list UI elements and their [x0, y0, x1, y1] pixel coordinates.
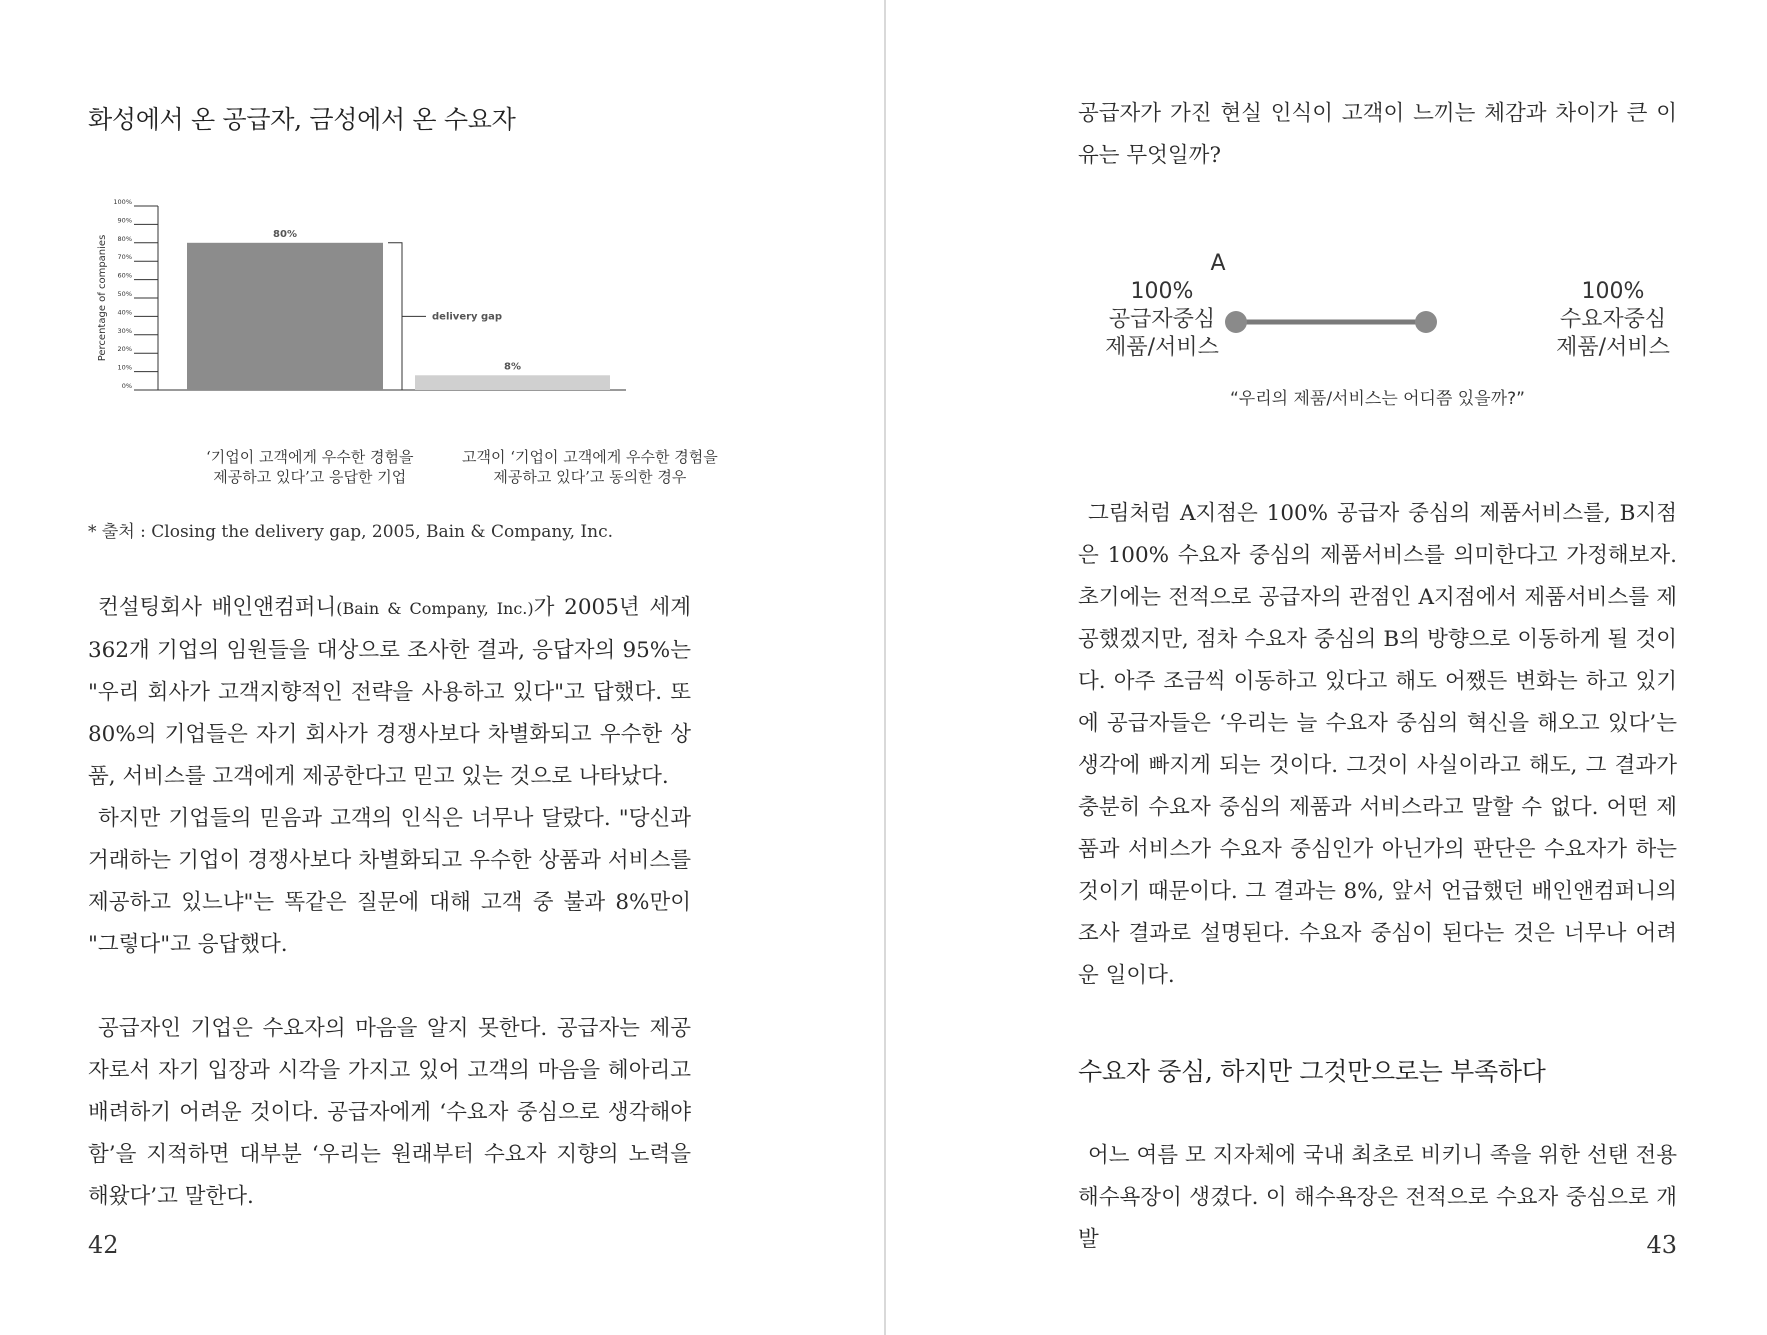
left-p1-part-a: 컨설팅회사 배인앤컴퍼니 [98, 595, 337, 620]
chart-y-tick-label: 10% [117, 363, 132, 372]
section-heading: 화성에서 온 공급자, 금성에서 온 수요자 [88, 105, 516, 134]
spectrum-question: “우리의 제품/서비스는 어디쯤 있을까?” [1230, 389, 1525, 409]
spectrum-right-label [1533, 278, 1693, 362]
chart-y-axis-title: Percentage of companies [97, 234, 108, 362]
left-p1-part-c: 가 2005년 세계 362개 기업의 임원들을 대상으로 조사한 결과, 응답자의 95%는 "우리 회사가 고객지향적인 전략을 사용하고 있다"고 답했다. 또 80%의 기업들은 자기 회사가 경쟁사보다 차별화되고 우수한 상품, 서비스를 고객에게 제공한다고 믿고 있는 것으로 나타났다. [88, 595, 691, 789]
spectrum-left-endpoint [1225, 311, 1247, 333]
spectrum-right-endpoint [1415, 311, 1437, 333]
chart-bar-value-label: 80% [273, 228, 297, 240]
chart-caption-companies [206, 447, 413, 487]
chart-source-note: * 출처 : Closing the delivery gap, 2005, Bain & Company, Inc. [88, 522, 614, 542]
chart-caption-customers-line2: 제공하고 있다’고 동의한 경우 [493, 468, 687, 486]
chart-y-tick-label: 30% [117, 326, 132, 335]
right-paragraph-1: 그림처럼 A지점은 100% 공급자 중심의 제품서비스를, B지점은 100% 수요자 중심의 제품서비스를 의미한다고 가정해보자. 초기에는 전적으로 공급자의 관점인 A지점에서 제품서비스를 제공했겠지만, 점차 수요자 중심의 B의 방향으로 이동하게 될 것이다. 아주 조금씩 이동하고 있다고 해도 어쨌든 변화는 하고 있기에 공급자들은 ‘우리는 늘 수요자 중심의 혁신을 해오고 있다’는 생각에 빠지게 되는 것이다. 그것이 사실이라고 해도, 그 결과가 충분히 수요자 중심의 제품과 서비스라고 말할 수 없다. 어떤 제품과 서비스가 수요자 중심인가 아닌가의 판단은 수요자가 하는 것이기 때문이다. 그 결과는 8%, 앞서 언급했던 배인앤컴퍼니의 조사 결과로 설명된다. 수요자 중심이 된다는 것은 너무나 어려운 일이다. [1078, 501, 1677, 988]
chart-y-tick-label: 50% [117, 290, 132, 298]
right-body-text-2 [1078, 1135, 1677, 1261]
right-intro-paragraph: 공급자가 가진 현실 인식이 고객이 느끼는 체감과 차이가 큰 이유는 무엇일까? [1078, 101, 1677, 168]
right-paragraph-2: 어느 여름 모 지자체에 국내 최초로 비키니 족을 위한 선탠 전용 해수욕장이 생겼다. 이 해수욕장은 전적으로 수요자 중심으로 개발 [1078, 1143, 1677, 1252]
chart-bar [415, 375, 610, 390]
spectrum-left-line1: 공급자중심 [1108, 307, 1216, 332]
delivery-gap-label: delivery gap [432, 311, 503, 323]
chart-y-tick-label: 40% [117, 308, 132, 317]
chart-caption-customers-line1: 고객이 ‘기업이 고객에게 우수한 경험을 [462, 448, 718, 466]
right-intro-text [1078, 93, 1677, 177]
spectrum-left-line2: 제품/서비스 [1105, 335, 1219, 360]
chart-bar [187, 243, 383, 390]
spectrum-left-label [1082, 278, 1242, 362]
spectrum-line [1222, 308, 1440, 336]
section-heading-2: 수요자 중심, 하지만 그것만으로는 부족하다 [1078, 1057, 1546, 1086]
chart-y-tick-label: 100% [113, 198, 132, 206]
spectrum-right-line1: 수요자중심 [1559, 307, 1667, 332]
right-body-text [1078, 493, 1677, 997]
chart-caption-customers [462, 447, 718, 487]
chart-bar-value-label: 8% [504, 361, 521, 373]
chart-caption-companies-line2: 제공하고 있다’고 응답한 기업 [213, 468, 407, 486]
left-paragraph-1 [88, 587, 691, 798]
chart-y-tick-label: 60% [117, 271, 132, 280]
chart-y-tick-label: 20% [117, 345, 132, 354]
left-p1-company-name: (Bain & Company, Inc.) [336, 599, 534, 618]
left-paragraph-2: 하지만 기업들의 믿음과 고객의 인식은 너무나 달랐다. "당신과 거래하는 기업이 경쟁사보다 차별화되고 우수한 상품과 서비스를 제공하고 있느냐"는 똑같은 질문에 대해 고객 중 불과 8%만이 "그렇다"고 응답했다. [88, 806, 691, 957]
chart-y-tick-label: 80% [117, 234, 132, 243]
chart-y-tick-label: 70% [117, 253, 132, 262]
right-page [886, 0, 1767, 1335]
delivery-gap-bar-chart [96, 196, 716, 436]
spectrum-left-pct: 100% [1130, 279, 1194, 304]
spectrum-right-line2: 제품/서비스 [1556, 335, 1670, 360]
spectrum-right-pct: 100% [1581, 279, 1645, 304]
left-body-text [88, 587, 691, 1218]
page-number-left: 42 [88, 1231, 119, 1259]
chart-caption-companies-line1: ‘기업이 고객에게 우수한 경험을 [206, 448, 414, 466]
left-paragraph-3: 공급자인 기업은 수요자의 마음을 알지 못한다. 공급자는 제공자로서 자기 입장과 시각을 가지고 있어 고객의 마음을 헤아리고 배려하기 어려운 것이다. 공급자에게 ‘수요자 중심으로 생각해야 함’을 지적하면 대부분 ‘우리는 원래부터 수요자 지향의 노력을 해왔다’고 말한다. [88, 1016, 691, 1209]
page-number-right: 43 [1646, 1231, 1677, 1259]
delivery-gap-bracket [388, 243, 402, 390]
spectrum-point-a: A [1210, 251, 1226, 276]
chart-y-tick-label: 90% [117, 216, 132, 225]
chart-y-tick-label: 0% [121, 382, 132, 390]
